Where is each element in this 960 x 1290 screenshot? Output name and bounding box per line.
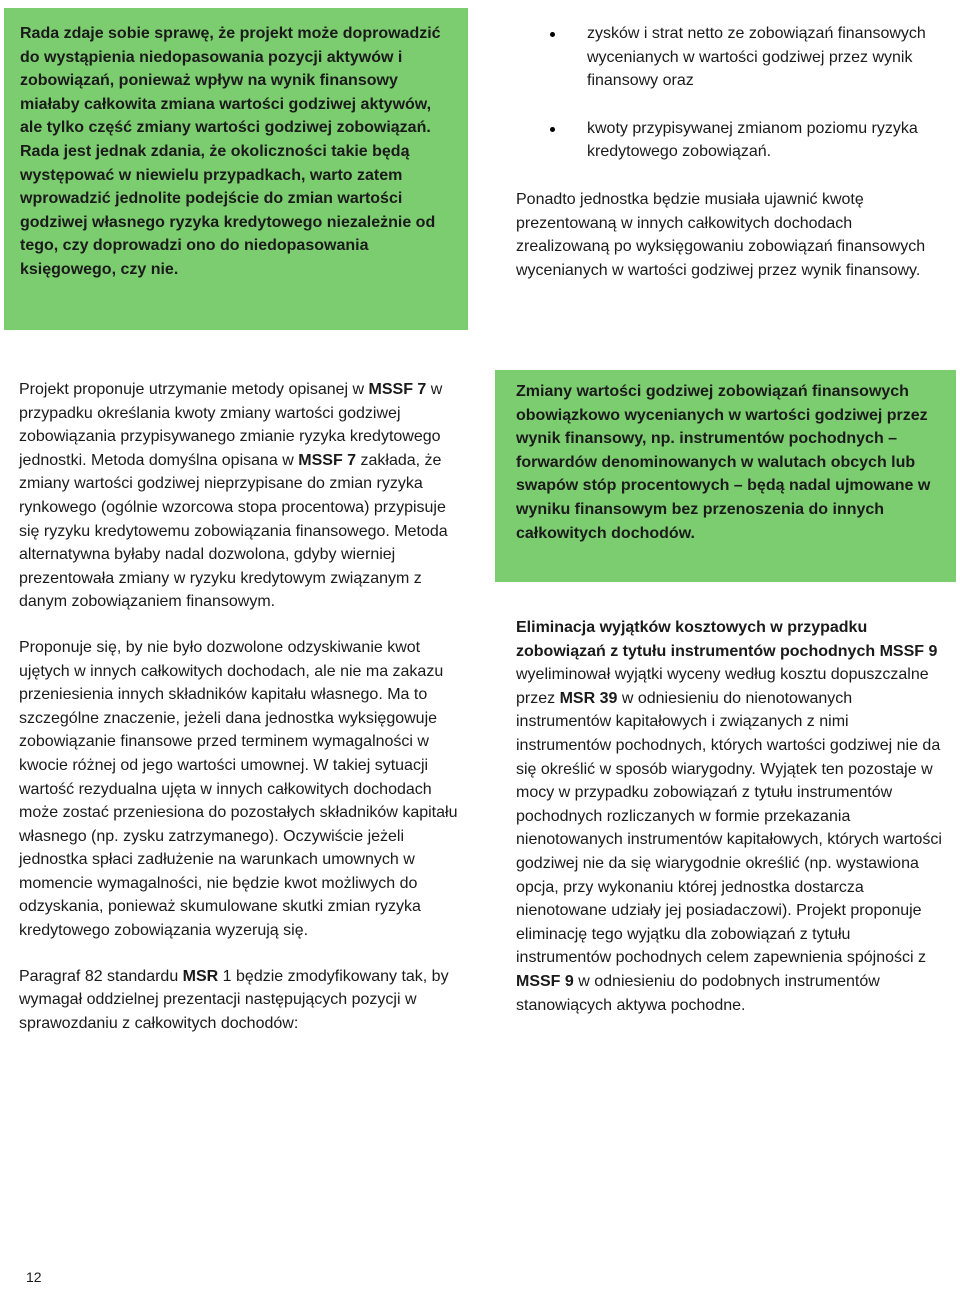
paragraph-method: Projekt proponuje utrzymanie metody opisanej w MSSF 7 w przypadku określania kwoty zmiany wartości godziwej zobowiązania przypisywanego zmianie ryzyka kredytowego jednostki. Metoda domyślna opisana w MSSF 7 zakłada, że zmiany wartości godziwej nieprzypisane do zmian ryzyka rynkowego (ogólnie wzorcowa stopa procentowa) przypisuje się ryzyku kredytowemu zobowiązania finansowego. Metoda alternatywna byłaby nadal dozwolona, gdyby wierniej prezentowała zmiany w ryzyku kredytowym związanym z danym zobowiązaniem finansowym. xyxy=(19,381,448,611)
bullet-icon xyxy=(550,32,555,37)
highlight-box-derivatives xyxy=(495,370,956,582)
list-item: kwoty przypisywanej zmianom poziomu ryzyka kredytowego zobowiązań. xyxy=(516,117,946,164)
right-column-top xyxy=(516,22,946,304)
paragraph: Ponadto jednostka będzie musiała ujawnić kwotę prezentowaną w innych całkowitych dochodach zrealizowaną po wyksięgowaniu zobowiązań finansowych wycenianych w wartości godziwej przez wynik finansowy. xyxy=(516,190,926,279)
list-item: zysków i strat netto ze zobowiązań finansowych wycenianych w wartości godziwej przez wynik finansowy oraz xyxy=(516,22,946,93)
paragraph-ias1: Paragraf 82 standardu MSR 1 będzie zmodyfikowany tak, by wymagał oddzielnej prezentacji następujących pozycji w sprawozdaniu z całkowitych dochodów: xyxy=(19,967,449,1032)
highlight-box-board-note xyxy=(4,8,468,330)
derivatives-note-text: Zmiany wartości godziwej zobowiązań finansowych obowiązkowo wycenianych w wartości godziwej przez wynik finansowy, np. instrumentów pochodnych – forwardów denominowanych w walutach obcych lub swapów stóp procentowych – będą nadal ujmowane w wyniku finansowym bez przenoszenia do innych całkowitych dochodów. xyxy=(516,383,931,542)
paragraph-recycling: Proponuje się, by nie było dozwolone odzyskiwanie kwot ujętych w innych całkowitych dochodach, ale nie ma zakazu przeniesienia innych składników kapitału własnego. Ma to szczególne znaczenie, jeżeli dana jednostka wyksięgowuje zobowiązanie finansowe przed terminem wymagalności w kwocie różnej od jego wartości umownej. W takiej sytuacji wartość rezydualna ujęta w innych całkowitych dochodach może zostać przeniesiona do pozostałych składników kapitału własnego (np. zysku zatrzymanego). Oczywiście jeżeli jednostka spłaci zadłużenie na warunkach umownych w momencie wymagalności, nie będzie kwot możliwych do odzyskania, ponieważ skumulowane skutki zmian ryzyka kredytowego zobowiązania wyzerują się. xyxy=(19,638,458,940)
left-column xyxy=(19,378,459,1057)
section-heading: Eliminacja wyjątków kosztowych w przypadku zobowiązań z tytułu instrumentów pochodnych xyxy=(516,619,876,660)
bullet-icon xyxy=(550,127,555,132)
section-paragraph: Eliminacja wyjątków kosztowych w przypadku zobowiązań z tytułu instrumentów pochodnych MSSF 9 wyeliminował wyjątki wyceny według kosztu dopuszczalne przez MSR 39 w odniesieniu do nienotowanych instrumentów kapitałowych i związanych z nimi instrumentów pochodnych, których wartości godziwej nie da się określić w sposób wiarygodny. Wyjątek ten pozostaje w mocy w przypadku zobowiązań z tytułu instrumentów pochodnych rozliczanych w formie przekazania nienotowanych instrumentów kapitałowych, których wartości godziwej nie da się wiarygodnie określić (np. wystawiona opcja, przy wykonaniu której jednostka dostarcza nienotowane udziały jej posiadaczowi). Projekt proponuje eliminację tego wyjątku dla zobowiązań z tytułu instrumentów pochodnych celem zapewnienia spójności z MSSF 9 w odniesieniu do podobnych instrumentów stanowiących aktywa pochodne. xyxy=(516,619,942,1014)
disclosure-list xyxy=(516,22,946,164)
right-column-bottom xyxy=(516,616,946,1039)
board-note-text: Rada zdaje sobie sprawę, że projekt może doprowadzić do wystąpienia niedopasowania pozycji aktywów i zobowiązań, ponieważ wpływ na wynik finansowy miałaby całkowita zmiana wartości godziwej aktywów, ale tylko część zmiany wartości godziwej zobowiązań. Rada jest jednak zdania, że okoliczności takie będą występować w niewielu przypadkach, warto zatem wprowadzić jednolite podejście do zmian wartości godziwej własnego ryzyka kredytowego niezależnie od tego, czy doprowadzi ono do niedopasowania księgowego, czy nie. xyxy=(20,25,441,278)
page-number: 12 xyxy=(26,1269,42,1285)
